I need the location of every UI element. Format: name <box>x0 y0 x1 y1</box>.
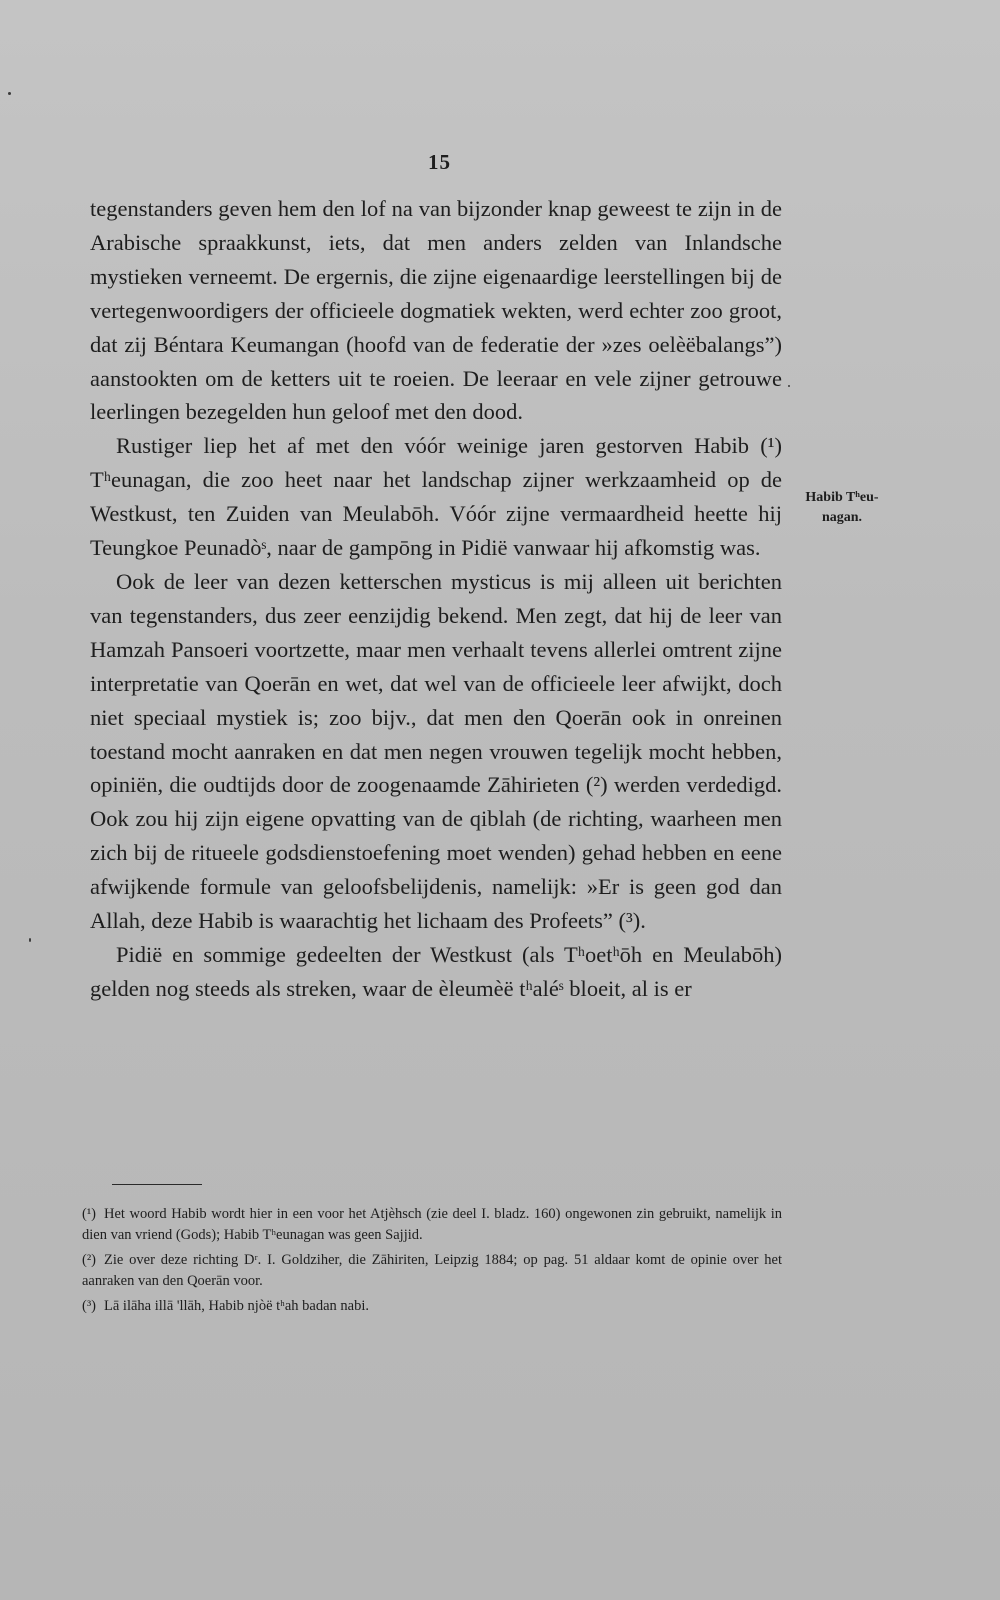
footnote-number: (³) <box>82 1298 97 1314</box>
paragraph: Pidië en sommige gedeelten der Westkust (als Tʰoetʰōh en Meulabōh) gelden nog steeds als streken, waar de èleumèë tʰaléˢ bloeit, al is er <box>90 941 782 1001</box>
paper-speck <box>8 92 11 95</box>
footnote <box>82 1250 782 1292</box>
paragraph: Rustiger liep het af met den vóór weinige jaren gestorven Habib (¹) Tʰeunagan, die zoo heet naar het landschap zijner werkzaamheid op de Westkust, ten Zuiden van Meulabōh. Vóór zijne vermaardheid heette hij Teungkoe Peunadòˢ, naar de gampōng in Pidië vanwaar hij afkomstig was. <box>90 433 782 561</box>
footnote-number: (¹) <box>82 1206 97 1222</box>
page-number: 15 <box>428 150 451 174</box>
paper-speck <box>29 938 31 942</box>
margin-note: Habib Tʰeu-nagan. <box>805 490 879 525</box>
footnote-text: Zie over deze richting Dʳ. I. Goldziher, die Zāhiriten, Leipzig 1884; op pag. 51 aldaar komt de opinie over het aanraken van den Qoerān voor. <box>82 1252 782 1289</box>
footnote-text: Lā ilāha illā 'llāh, Habib njòë tʰah badan nabi. <box>104 1298 369 1314</box>
paragraph: tegenstanders geven hem den lof na van bijzonder knap geweest te zijn in de Arabische spraakkunst, iets, dat men anders zelden van Inlandsche mystieken verneemt. De ergernis, die zijne eigenaardige leerstellingen bij de vertegenwoordigers der officieele dogmatiek wekten, werd echter zoo groot, dat zij Béntara Keumangan (hoofd van de federatie der »zes oelèëbalangs”) aanstookten om de ketters uit te roeien. De leeraar en vele zijner getrouwe leerlingen bezegelden hun geloof met den dood. <box>90 196 782 425</box>
footnote <box>82 1296 782 1317</box>
paper-speck <box>788 385 790 387</box>
footnote <box>82 1204 782 1246</box>
body-text <box>90 192 782 1006</box>
footnote-divider <box>112 1184 202 1185</box>
footnote-number: (²) <box>82 1252 97 1268</box>
footnote-text: Het woord Habib wordt hier in een voor het Atjèhsch (zie deel I. bladz. 160) ongewonen zin gebruikt, namelijk in dien van vriend (Gods); Habib Tʰeunagan was geen Sajjid. <box>82 1206 782 1243</box>
paragraph: Ook de leer van dezen ketterschen mysticus is mij alleen uit berichten van tegenstanders, dus zeer eenzijdig bekend. Men zegt, dat hij de leer van Hamzah Pansoeri voortzette, maar men verhaalt tevens allerlei omtrent zijne interpretatie van Qoerān en wet, dat wel van de officieele leer afwijkt, doch niet speciaal mystiek is; zoo bijv., dat men den Qoerān ook in onreinen toestand mocht aanraken en dat men negen vrouwen tegelijk mocht hebben, opiniën, die oudtijds door de zoogenaamde Zāhirieten (²) werden verdedigd. Ook zou hij zijn eigene opvatting van de qiblah (de richting, waarheen men zich bij de ritueele godsdienstoefening moet wenden) gehad hebben en eene afwijkende formule van geloofsbelijdenis, namelijk: »Er is geen god dan Allah, deze Habib is waarachtig het lichaam des Profeets” (³). <box>90 568 782 934</box>
footnotes <box>82 1204 782 1321</box>
